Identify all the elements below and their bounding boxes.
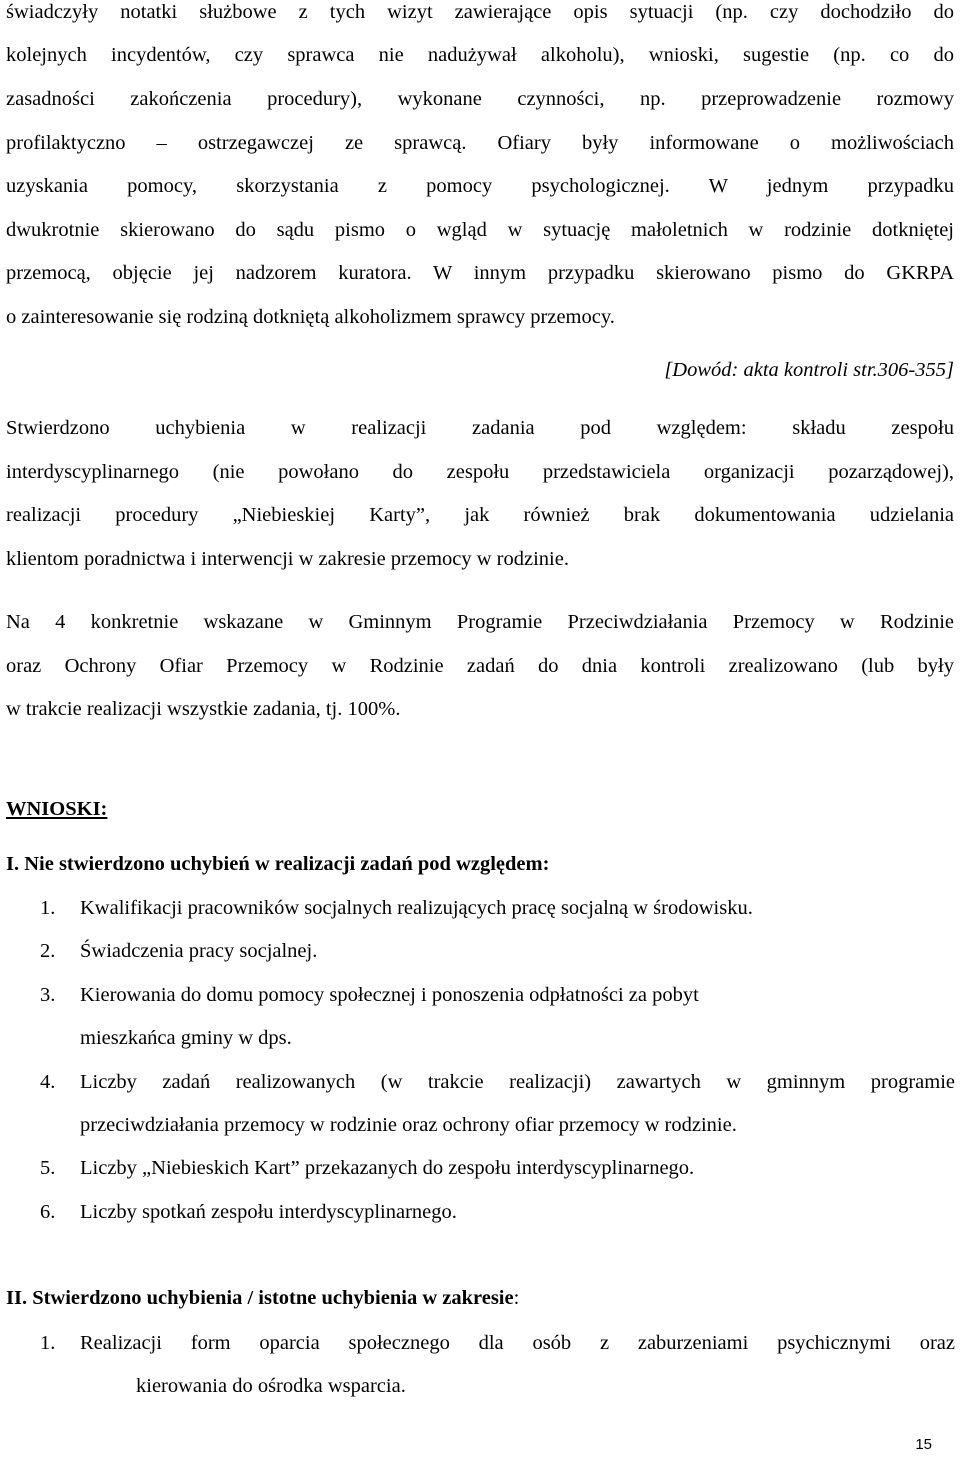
list-item-text: kierowania do ośrodka wsparcia. [136,1375,406,1397]
paragraph-line: przemocą, objęcie jej nadzorem kuratora. W innym przypadku skierowano pismo do GKRPA [6,262,954,284]
evidence-note: [Dowód: akta kontroli str.306-355] [664,359,954,381]
list-item-text: Liczby spotkań zespołu interdyscyplinarnego. [80,1201,457,1223]
list-item-text: Świadczenia pracy socjalnej. [80,940,318,962]
page-number: 15 [915,1436,932,1453]
list-item-text: przeciwdziałania przemocy w rodzinie oraz ochrony ofiar przemocy w rodzinie. [80,1114,737,1136]
section-1-heading: I. Nie stwierdzono uchybień w realizacji zadań pod względem: [6,853,550,875]
paragraph-line: oraz Ochrony Ofiar Przemocy w Rodzinie zadań do dnia kontroli zrealizowano (lub były [6,655,954,677]
list-item-text: Kierowania do domu pomocy społecznej i ponoszenia odpłatności za pobyt [80,984,699,1006]
list-item-number: 5. [40,1157,56,1179]
section-2-heading [6,1284,954,1312]
paragraph-line: Stwierdzono uchybienia w realizacji zadania pod względem: składu zespołu [6,417,954,439]
list-item-number: 2. [40,940,56,962]
list-item-text: Liczby zadań realizowanych (w trakcie realizacji) zawartych w gminnym programie [80,1071,955,1093]
list-item-text: Realizacji form oparcia społecznego dla osób z zaburzeniami psychicznymi oraz [80,1332,955,1354]
section-2-heading-text: II. Stwierdzono uchybienia / istotne uchybienia w zakresie [6,1287,514,1309]
paragraph-line: o zainteresowanie się rodziną dotkniętą alkoholizmem sprawcy przemocy. [6,306,615,328]
paragraph-line: w trakcie realizacji wszystkie zadania, tj. 100%. [6,698,401,720]
paragraph-line: zasadności zakończenia procedury), wykonane czynności, np. przeprowadzenie rozmowy [6,88,954,110]
list-item-number: 6. [40,1201,56,1223]
list-item-text: Kwalifikacji pracowników socjalnych realizujących pracę socjalną w środowisku. [80,897,753,919]
paragraph-line: realizacji procedury „Niebieskiej Karty”, jak również brak dokumentowania udzielania [6,504,954,526]
paragraph-line: dwukrotnie skierowano do sądu pismo o wgląd w sytuację małoletnich w rodzinie dotkniętej [6,219,954,241]
paragraph-line: profilaktyczno – ostrzegawczej ze sprawcą. Ofiary były informowane o możliwościach [6,132,954,154]
paragraph-line: kolejnych incydentów, czy sprawca nie nadużywał alkoholu), wnioski, sugestie (np. co do [6,44,954,66]
conclusions-heading: WNIOSKI: [6,798,108,820]
list-item-number: 3. [40,984,56,1006]
paragraph-line: interdyscyplinarnego (nie powołano do zespołu przedstawiciela organizacji pozarządowej), [6,461,954,483]
list-item-text: Liczby „Niebieskich Kart” przekazanych do zespołu interdyscyplinarnego. [80,1157,695,1179]
list-item-text: mieszkańca gminy w dps. [80,1027,292,1049]
list-item-number: 1. [40,1332,56,1354]
paragraph-line: Na 4 konkretnie wskazane w Gminnym Programie Przeciwdziałania Przemocy w Rodzinie [6,611,954,633]
paragraph-line: uzyskania pomocy, skorzystania z pomocy psychologicznej. W jednym przypadku [6,175,954,197]
section-2-heading-colon: : [513,1287,520,1309]
paragraph-line: klientom poradnictwa i interwencji w zakresie przemocy w rodzinie. [6,548,569,570]
list-item-number: 4. [40,1071,56,1093]
paragraph-line: świadczyły notatki służbowe z tych wizyt zawierające opis sytuacji (np. czy dochodziło do [6,1,954,23]
list-item-number: 1. [40,897,56,919]
